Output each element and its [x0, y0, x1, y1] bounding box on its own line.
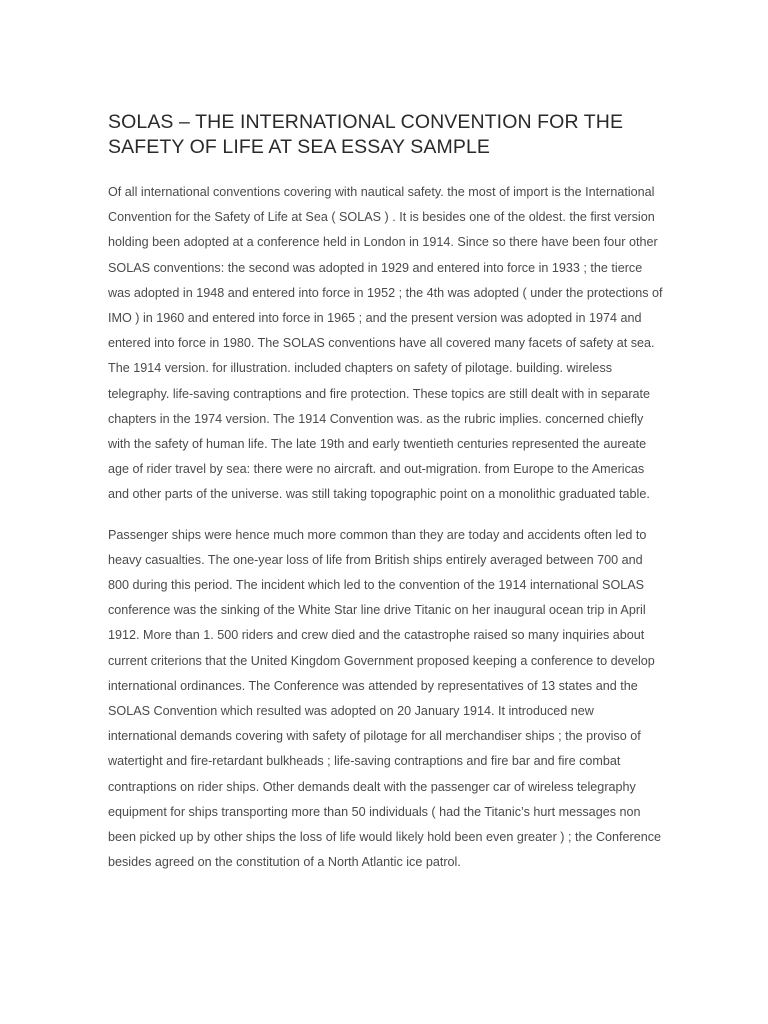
document-page: [108, 110, 664, 890]
paragraph-2: Passenger ships were hence much more common than they are today and accidents often led to heavy casualties. The one-year loss of life from British ships entirely averaged between 700 and 800 during this period. The incident which led to the convention of the 1914 international SOLAS conference was the sinking of the White Star line drive Titanic on her inaugural ocean trip in April 1912. More than 1. 500 riders and crew died and the catastrophe raised so many inquiries about current criterions that the United Kingdom Government proposed keeping a conference to develop international ordinances. The Conference was attended by representatives of 13 states and the SOLAS Convention which resulted was adopted on 20 January 1914. It introduced new international demands covering with safety of pilotage for all merchandiser ships ; the proviso of watertight and fire-retardant bulkheads ; life-saving contraptions and fire bar and fire combat contraptions on rider ships. Other demands dealt with the passenger car of wireless telegraphy equipment for ships transporting more than 50 individuals ( had the Titanic’s hurt messages non been picked up by other ships the loss of life would likely hold been even greater ) ; the Conference besides agreed on the constitution of a North Atlantic ice patrol.: [108, 527, 662, 870]
paragraph-1: Of all international conventions covering with nautical safety. the most of import is the International Convention for the Safety of Life at Sea ( SOLAS ) . It is besides one of the oldest. the first version holding been adopted at a conference held in London in 1914. Since so there have been four other SOLAS conventions: the second was adopted in 1929 and entered into force in 1933 ; the tierce was adopted in 1948 and entered into force in 1952 ; the 4th was adopted ( under the protections of IMO ) in 1960 and entered into force in 1965 ; and the present version was adopted in 1974 and entered into force in 1980. The SOLAS conventions have all covered many facets of safety at sea. The 1914 version. for illustration. included chapters on safety of pilotage. building. wireless telegraphy. life-saving contraptions and fire protection. These topics are still dealt with in separate chapters in the 1974 version. The 1914 Convention was. as the rubric implies. concerned chiefly with the safety of human life. The late 19th and early twentieth centuries represented the aureate age of rider travel by sea: there were no aircraft. and out-migration. from Europe to the Americas and other parts of the universe. was still taking topographic point on a monolithic graduated table.: [108, 185, 663, 502]
document-title: SOLAS – THE INTERNATIONAL CONVENTION FOR THE SAFETY OF LIFE AT SEA ESSAY SAMPLE: [108, 111, 624, 158]
